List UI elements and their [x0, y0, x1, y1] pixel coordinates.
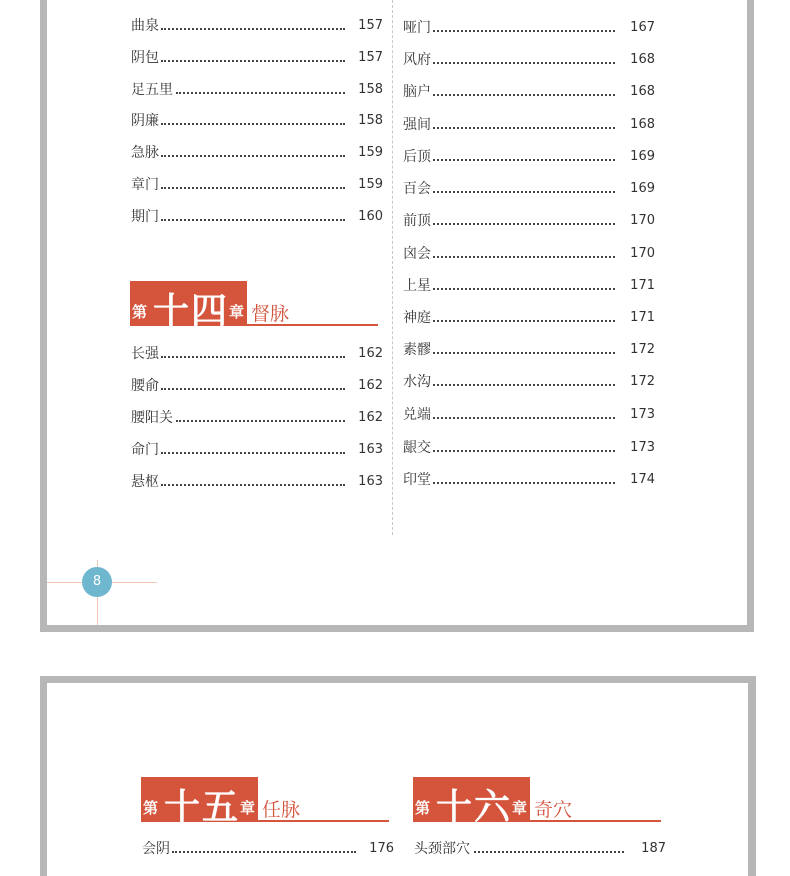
chapter-prefix: 第	[143, 799, 159, 817]
chapter-numeral: 十六	[436, 786, 513, 828]
entry-name: 章门	[131, 177, 159, 193]
leader-dots	[433, 127, 615, 129]
leader-dots	[161, 187, 345, 189]
page-bottom	[47, 683, 748, 876]
entry-name: 命门	[131, 442, 159, 458]
toc-entry[interactable]	[403, 115, 655, 135]
leader-dots	[433, 482, 615, 484]
entry-page: 168	[630, 117, 655, 132]
entry-name: 囟会	[403, 246, 431, 262]
entry-page: 172	[630, 374, 655, 389]
entry-page: 173	[630, 407, 655, 422]
leader-dots	[474, 851, 624, 853]
toc-entry[interactable]	[131, 16, 383, 36]
entry-page: 159	[358, 145, 383, 160]
toc-entry[interactable]	[131, 207, 383, 227]
chapter-15-heading	[141, 777, 389, 828]
entry-page: 169	[630, 181, 655, 196]
leader-dots	[433, 320, 615, 322]
entry-page: 168	[630, 52, 655, 67]
entry-name: 会阴	[142, 841, 170, 857]
entry-name: 印堂	[403, 472, 431, 488]
entry-page: 170	[630, 213, 655, 228]
entry-page: 169	[630, 149, 655, 164]
entry-name: 曲泉	[131, 18, 159, 34]
toc-entry[interactable]	[403, 372, 655, 392]
entry-page: 158	[358, 113, 383, 128]
toc-entry[interactable]	[131, 111, 383, 131]
toc-entry[interactable]	[142, 839, 394, 859]
toc-entry[interactable]	[414, 839, 666, 859]
toc-entry[interactable]	[131, 440, 383, 460]
chapter-14-heading	[130, 281, 378, 332]
entry-name: 上星	[403, 278, 431, 294]
entry-page: 172	[630, 342, 655, 357]
entry-name: 腰俞	[131, 378, 159, 394]
chapter-suffix: 章	[512, 799, 528, 817]
chapter-prefix: 第	[132, 303, 148, 321]
entry-name: 神庭	[403, 310, 431, 326]
leader-dots	[161, 155, 345, 157]
toc-entry[interactable]	[403, 244, 655, 264]
toc-entry[interactable]	[131, 175, 383, 195]
entry-page: 162	[358, 378, 383, 393]
leader-dots	[161, 452, 345, 454]
toc-entry[interactable]	[131, 143, 383, 163]
leader-dots	[161, 123, 345, 125]
entry-page: 174	[630, 472, 655, 487]
leader-dots	[176, 92, 345, 94]
leader-dots	[161, 219, 345, 221]
entry-page: 168	[630, 84, 655, 99]
leader-dots	[161, 60, 345, 62]
page-number-badge: 8	[82, 567, 112, 597]
entry-name: 后顶	[403, 149, 431, 165]
entry-name: 脑户	[403, 84, 431, 100]
entry-name: 素髎	[403, 342, 431, 358]
toc-entry[interactable]	[131, 80, 383, 100]
entry-page: 157	[358, 18, 383, 33]
leader-dots	[433, 450, 615, 452]
toc-entry[interactable]	[403, 179, 655, 199]
entry-name: 阴包	[131, 50, 159, 66]
chapter-title: 任脉	[262, 799, 301, 821]
entry-name: 水沟	[403, 374, 431, 390]
entry-name: 前顶	[403, 213, 431, 229]
leader-dots	[433, 62, 615, 64]
chapter-suffix: 章	[229, 303, 245, 321]
entry-page: 162	[358, 346, 383, 361]
entry-page: 176	[369, 841, 394, 856]
entry-page: 160	[358, 209, 383, 224]
leader-dots	[161, 484, 345, 486]
entry-name: 腰阳关	[131, 410, 173, 426]
entry-page: 173	[630, 440, 655, 455]
entry-page: 187	[641, 841, 666, 856]
leader-dots	[433, 94, 615, 96]
toc-entry[interactable]	[403, 147, 655, 167]
leader-dots	[161, 388, 345, 390]
chapter-numeral: 十五	[164, 786, 241, 828]
entry-name: 百会	[403, 181, 431, 197]
entry-page: 170	[630, 246, 655, 261]
chapter-title: 奇穴	[534, 799, 573, 821]
leader-dots	[433, 352, 615, 354]
leader-dots	[433, 223, 615, 225]
entry-name: 兑端	[403, 407, 431, 423]
entry-page: 163	[358, 442, 383, 457]
entry-name: 龈交	[403, 440, 431, 456]
entry-page: 163	[358, 474, 383, 489]
leader-dots	[433, 384, 615, 386]
entry-name: 足五里	[131, 82, 173, 98]
toc-entry[interactable]	[403, 211, 655, 231]
leader-dots	[161, 356, 345, 358]
leader-dots	[433, 30, 615, 32]
toc-entry[interactable]	[403, 308, 655, 328]
entry-name: 期门	[131, 209, 159, 225]
toc-entry[interactable]	[131, 472, 383, 492]
toc-entry[interactable]	[403, 18, 655, 38]
entry-page: 159	[358, 177, 383, 192]
leader-dots	[176, 420, 345, 422]
leader-dots	[433, 417, 615, 419]
leader-dots	[433, 288, 615, 290]
chapter-suffix: 章	[240, 799, 256, 817]
toc-entry[interactable]	[403, 438, 655, 458]
entry-name: 头颈部穴	[414, 841, 470, 857]
leader-dots	[433, 256, 615, 258]
entry-name: 哑门	[403, 20, 431, 36]
chapter-title: 督脉	[251, 303, 290, 325]
entry-page: 167	[630, 20, 655, 35]
entry-name: 长强	[131, 346, 159, 362]
toc-entry[interactable]	[403, 340, 655, 360]
toc-entry[interactable]	[403, 405, 655, 425]
leader-dots	[172, 851, 356, 853]
entry-name: 阴廉	[131, 113, 159, 129]
entry-page: 171	[630, 310, 655, 325]
entry-name: 强间	[403, 117, 431, 133]
chapter-prefix: 第	[415, 799, 431, 817]
toc-entry[interactable]	[131, 376, 383, 396]
toc-entry[interactable]	[403, 50, 655, 70]
chapter-16-heading	[413, 777, 661, 828]
entry-page: 171	[630, 278, 655, 293]
leader-dots	[161, 28, 345, 30]
toc-entry[interactable]	[403, 82, 655, 102]
toc-entry[interactable]	[131, 344, 383, 364]
entry-page: 158	[358, 82, 383, 97]
entry-page: 162	[358, 410, 383, 425]
leader-dots	[433, 191, 615, 193]
toc-entry[interactable]	[403, 470, 655, 490]
page-top	[47, 0, 747, 625]
toc-entry[interactable]	[403, 276, 655, 296]
toc-entry[interactable]	[131, 48, 383, 68]
leader-dots	[433, 159, 615, 161]
entry-name: 急脉	[131, 145, 159, 161]
chapter-numeral: 十四	[153, 290, 230, 332]
entry-page: 157	[358, 50, 383, 65]
entry-name: 悬枢	[131, 474, 159, 490]
column-divider	[392, 0, 393, 535]
toc-entry[interactable]	[131, 408, 383, 428]
entry-name: 风府	[403, 52, 431, 68]
